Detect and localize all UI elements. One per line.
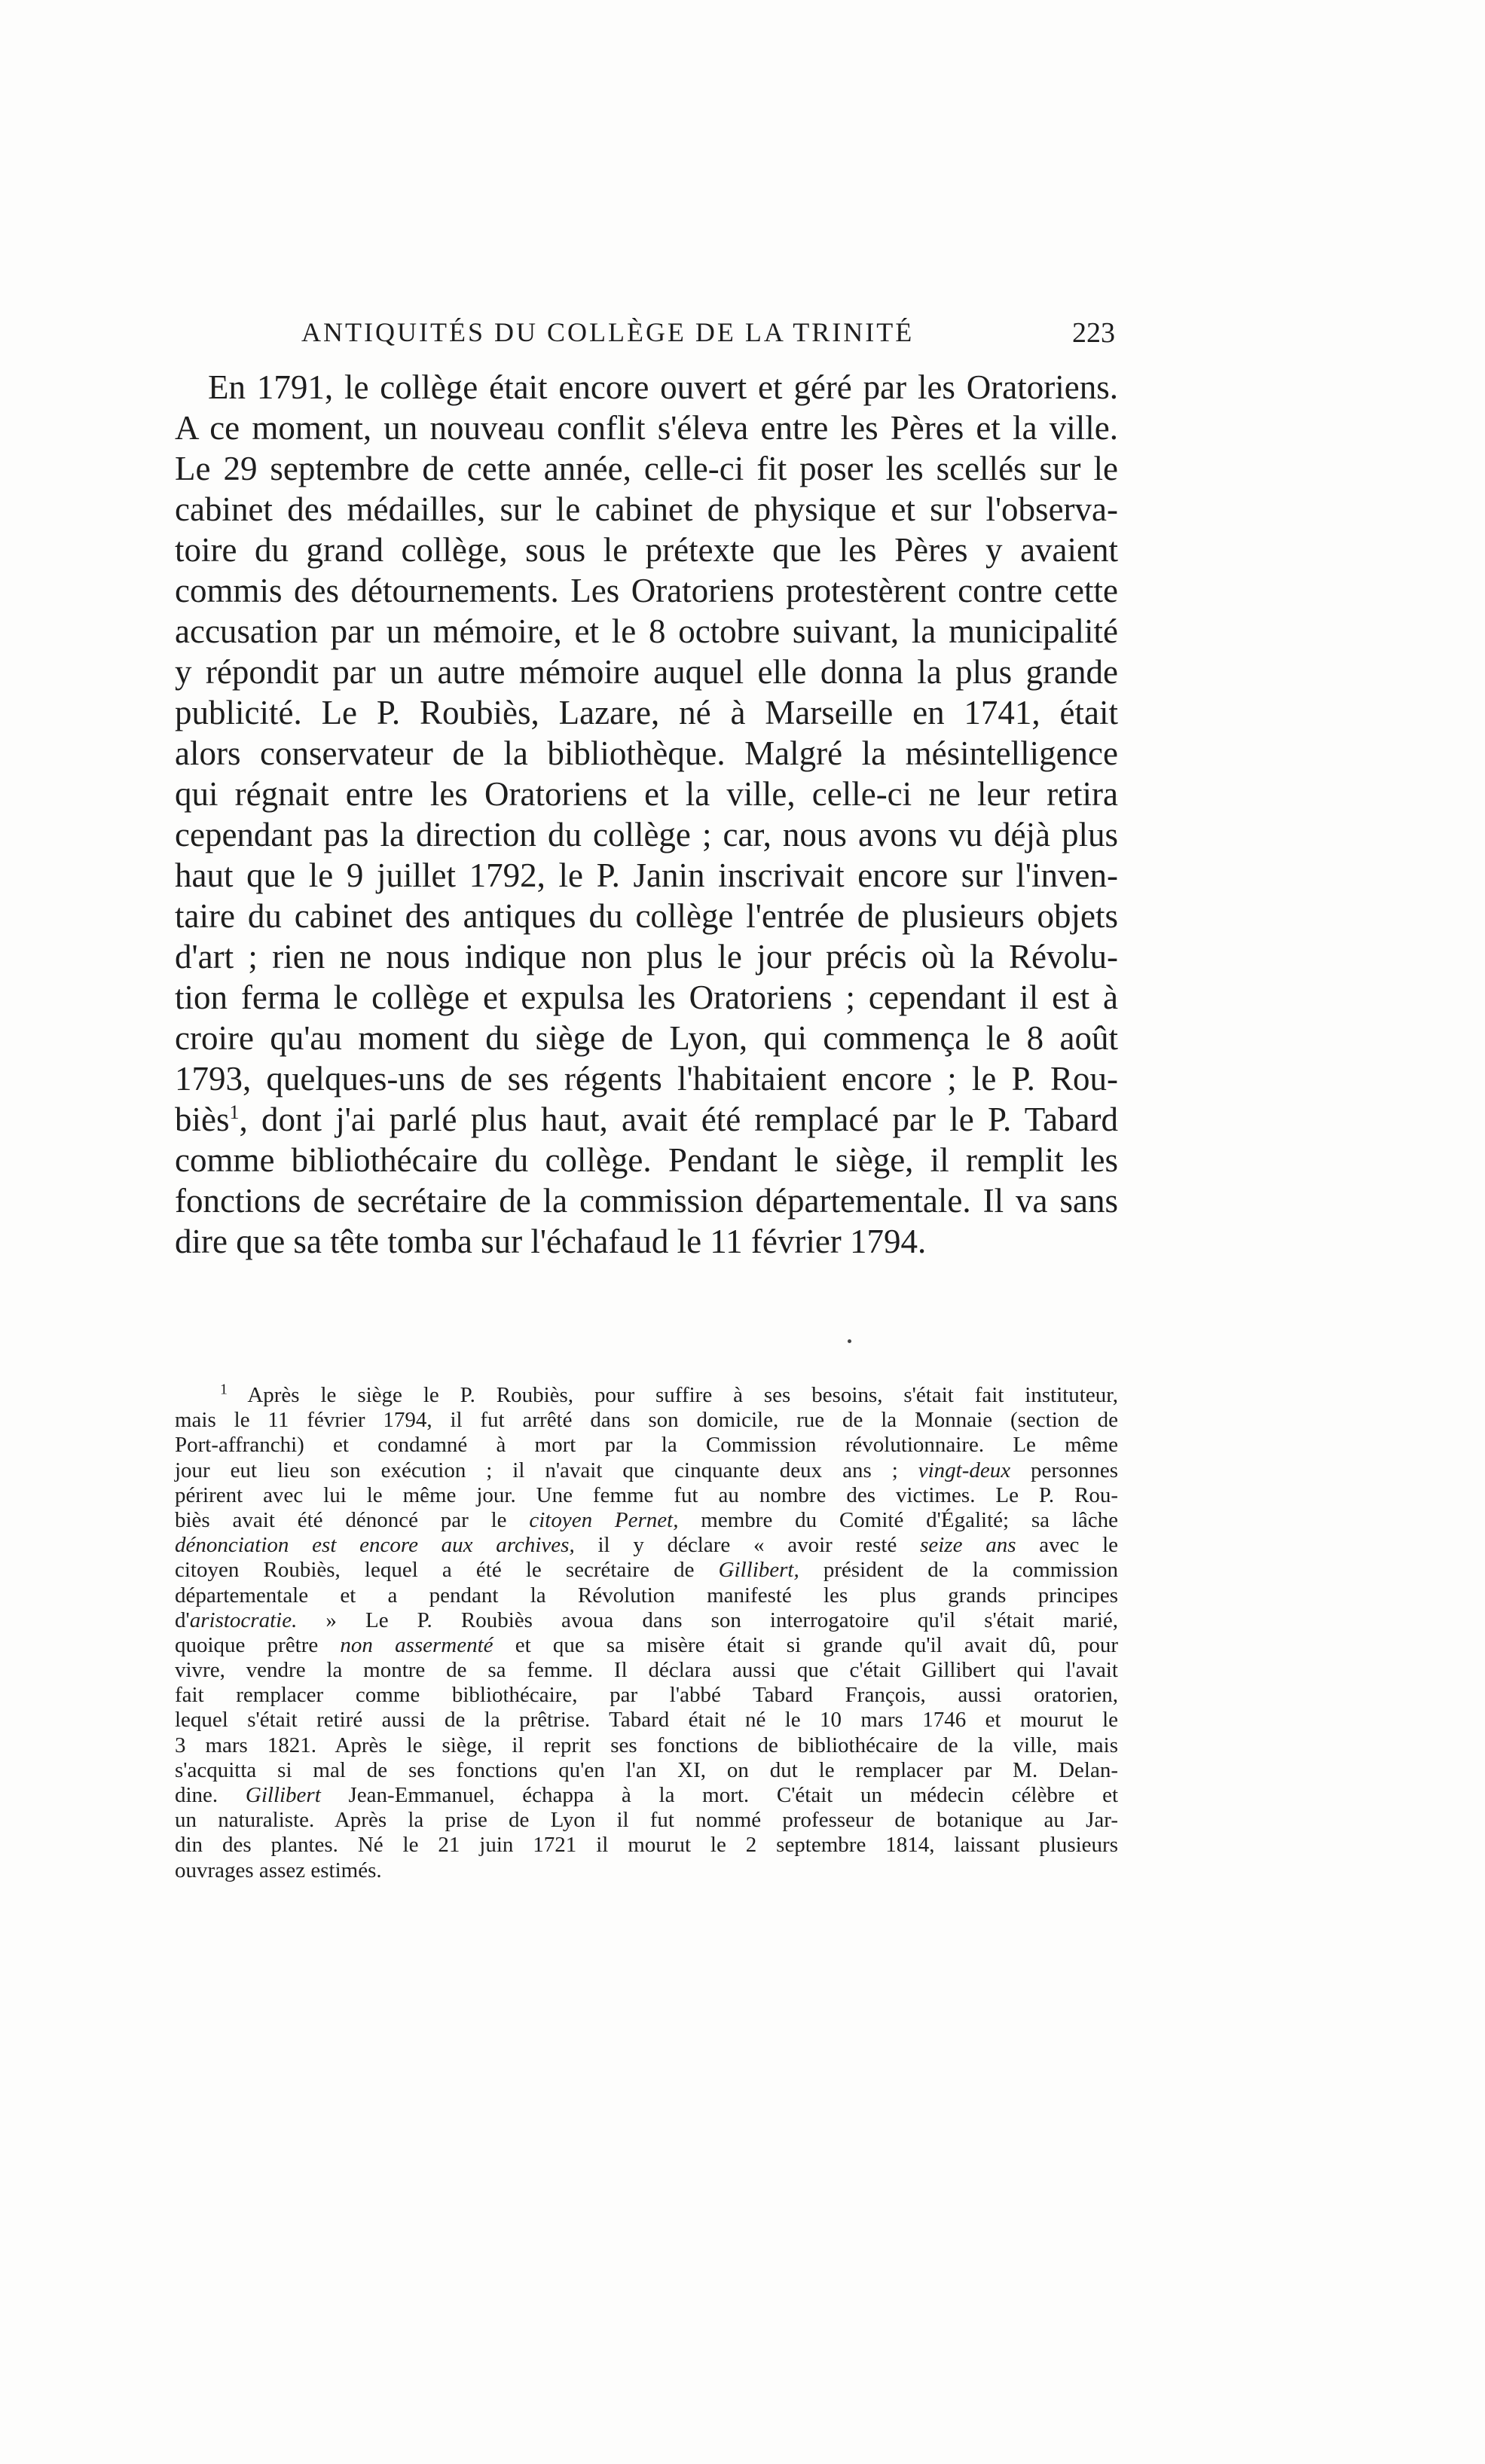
- body-line: Le 29 septembre de cette année, celle-ci fit poser les scellés sur le: [175, 450, 1118, 487]
- emphasis: dénonciation est encore aux archives,: [175, 1533, 575, 1558]
- body-line: 1793, quelques-uns de ses régents l'habitaient encore ; le P. Rou-: [175, 1060, 1118, 1098]
- body-line: accusation par un mémoire, et le 8 octobre suivant, la municipalité: [175, 612, 1118, 650]
- footnote: [175, 1383, 1118, 1883]
- body-line: fonctions de secrétaire de la commission départementale. Il va sans: [175, 1182, 1118, 1220]
- footnote-line: 3 mars 1821. Après le siège, il reprit ses fonctions de bibliothécaire de la ville, mais: [175, 1733, 1118, 1757]
- body-line: commis des détournements. Les Oratoriens protestèrent contre cette: [175, 572, 1118, 609]
- footnote-line: un naturaliste. Après la prise de Lyon il fut nommé professeur de botanique au Jar-: [175, 1808, 1118, 1833]
- body-line-start: biès: [175, 1101, 230, 1138]
- emphasis: Gillibert,: [718, 1558, 799, 1583]
- emphasis: non assermenté: [340, 1632, 493, 1657]
- footnote-line: fait remplacer comme bibliothécaire, par l'abbé Tabard François, aussi oratorien,: [175, 1683, 1118, 1708]
- body-line: A ce moment, un nouveau conflit s'éleva entre les Pères et la ville.: [175, 409, 1118, 447]
- body-line: toire du grand collège, sous le prétexte que les Pères y avaient: [175, 531, 1118, 569]
- footnote-line: mais le 11 février 1794, il fut arrêté dans son domicile, rue de la Monnaie (section de: [175, 1408, 1118, 1433]
- body-line: d'art ; rien ne nous indique non plus le jour précis où la Révolu-: [175, 938, 1118, 976]
- page-number: 223: [1072, 317, 1115, 349]
- body-text: [175, 367, 1118, 1262]
- footnote-line: s'acquitta si mal de ses fonctions qu'en l'an XI, on dut le remplacer par M. Delan-: [175, 1757, 1118, 1782]
- body-line: publicité. Le P. Roubiès, Lazare, né à Marseille en 1741, était: [175, 694, 1118, 731]
- footnote-line: lequel s'était retiré aussi de la prêtrise. Tabard était né le 10 mars 1746 et mourut le: [175, 1708, 1118, 1733]
- footnote-reference[interactable]: 1: [229, 1101, 240, 1123]
- footnote-line: périrent avec lui le même jour. Une femme fut au nombre des victimes. Le P. Rou-: [175, 1482, 1118, 1507]
- footnote-line: dine. Gillibert Jean-Emmanuel, échappa à la mort. C'était un médecin célèbre et: [175, 1783, 1119, 1807]
- footnote-line: départementale et a pendant la Révolution manifesté les plus grands principes: [175, 1583, 1118, 1608]
- footnote-line: $^1$ Après le siège le P. Roubiès, pour suffire à ses besoins, s'était fait instituteur,: [220, 1381, 1118, 1407]
- body-line: alors conservateur de la bibliothèque. Malgré la mésintelligence: [175, 734, 1118, 772]
- body-line: haut que le 9 juillet 1792, le P. Janin inscrivait encore sur l'inven-: [175, 856, 1118, 894]
- footnote-line: dénonciation est encore aux archives, il y déclare « avoir resté seize ans avec le: [175, 1533, 1119, 1558]
- running-title: ANTIQUITÉS DU COLLÈGE DE LA TRINITÉ: [301, 317, 915, 347]
- footnote-line: vivre, vendre la montre de sa femme. Il déclara aussi que c'était Gillibert qui l'avait: [175, 1658, 1118, 1683]
- body-line: tion ferma le collège et expulsa les Oratoriens ; cependant il est à: [175, 979, 1118, 1016]
- footnote-line: ouvrages assez estimés.: [175, 1858, 382, 1882]
- body-line: dire que sa tête tomba sur l'échafaud le 11 février 1794.: [175, 1223, 927, 1260]
- emphasis: Gillibert: [245, 1783, 321, 1807]
- body-line: qui régnait entre les Oratoriens et la ville, celle-ci ne leur retira: [175, 775, 1118, 813]
- emphasis: citoyen Pernet,: [529, 1507, 679, 1532]
- body-line: [175, 1099, 1118, 1140]
- emphasis: seize ans: [920, 1533, 1016, 1558]
- footnote-line: quoique prêtre non assermenté et que sa misère était si grande qu'il avait dû, pour: [175, 1632, 1119, 1657]
- body-line: y répondit par un autre mémoire auquel elle donna la plus grande: [175, 653, 1118, 691]
- emphasis: vingt-deux: [918, 1458, 1011, 1482]
- footnote-line: d'aristocratie. » Le P. Roubiès avoua dans son interrogatoire qu'il s'était marié,: [175, 1608, 1118, 1632]
- footnote-line: jour eut lieu son exécution ; il n'avait que cinquante deux ans ; vingt-deux personnes: [175, 1458, 1119, 1482]
- footnote-line: din des plantes. Né le 21 juin 1721 il mourut le 2 septembre 1814, laissant plusieurs: [175, 1833, 1118, 1858]
- footnote-line: Port-affranchi) et condamné à mort par la Commission révolutionnaire. Le même: [175, 1433, 1118, 1458]
- body-line-end: , dont j'ai parlé plus haut, avait été remplacé par le P. Tabard: [239, 1101, 1118, 1138]
- body-line: cependant pas la direction du collège ; car, nous avons vu déjà plus: [175, 816, 1118, 853]
- footnote-number: 1: [220, 1381, 228, 1398]
- body-line: comme bibliothécaire du collège. Pendant le siège, il remplit les: [175, 1141, 1118, 1179]
- running-head: [301, 316, 1115, 362]
- body-line: taire du cabinet des antiques du collège l'entrée de plusieurs objets: [175, 897, 1118, 935]
- emphasis: aristocratie.: [189, 1608, 298, 1632]
- body-line: cabinet des médailles, sur le cabinet de physique et sur l'observa-: [175, 490, 1118, 528]
- separator-dot: [848, 1339, 851, 1343]
- body-line: croire qu'au moment du siège de Lyon, qui commença le 8 août: [175, 1019, 1118, 1057]
- footnote-line: biès avait été dénoncé par le citoyen Pernet, membre du Comité d'Égalité; sa lâche: [175, 1507, 1119, 1532]
- footnote-line: citoyen Roubiès, lequel a été le secrétaire de Gillibert, président de la commission: [175, 1558, 1118, 1583]
- body-line: En 1791, le collège était encore ouvert et géré par les Oratoriens.: [208, 368, 1118, 406]
